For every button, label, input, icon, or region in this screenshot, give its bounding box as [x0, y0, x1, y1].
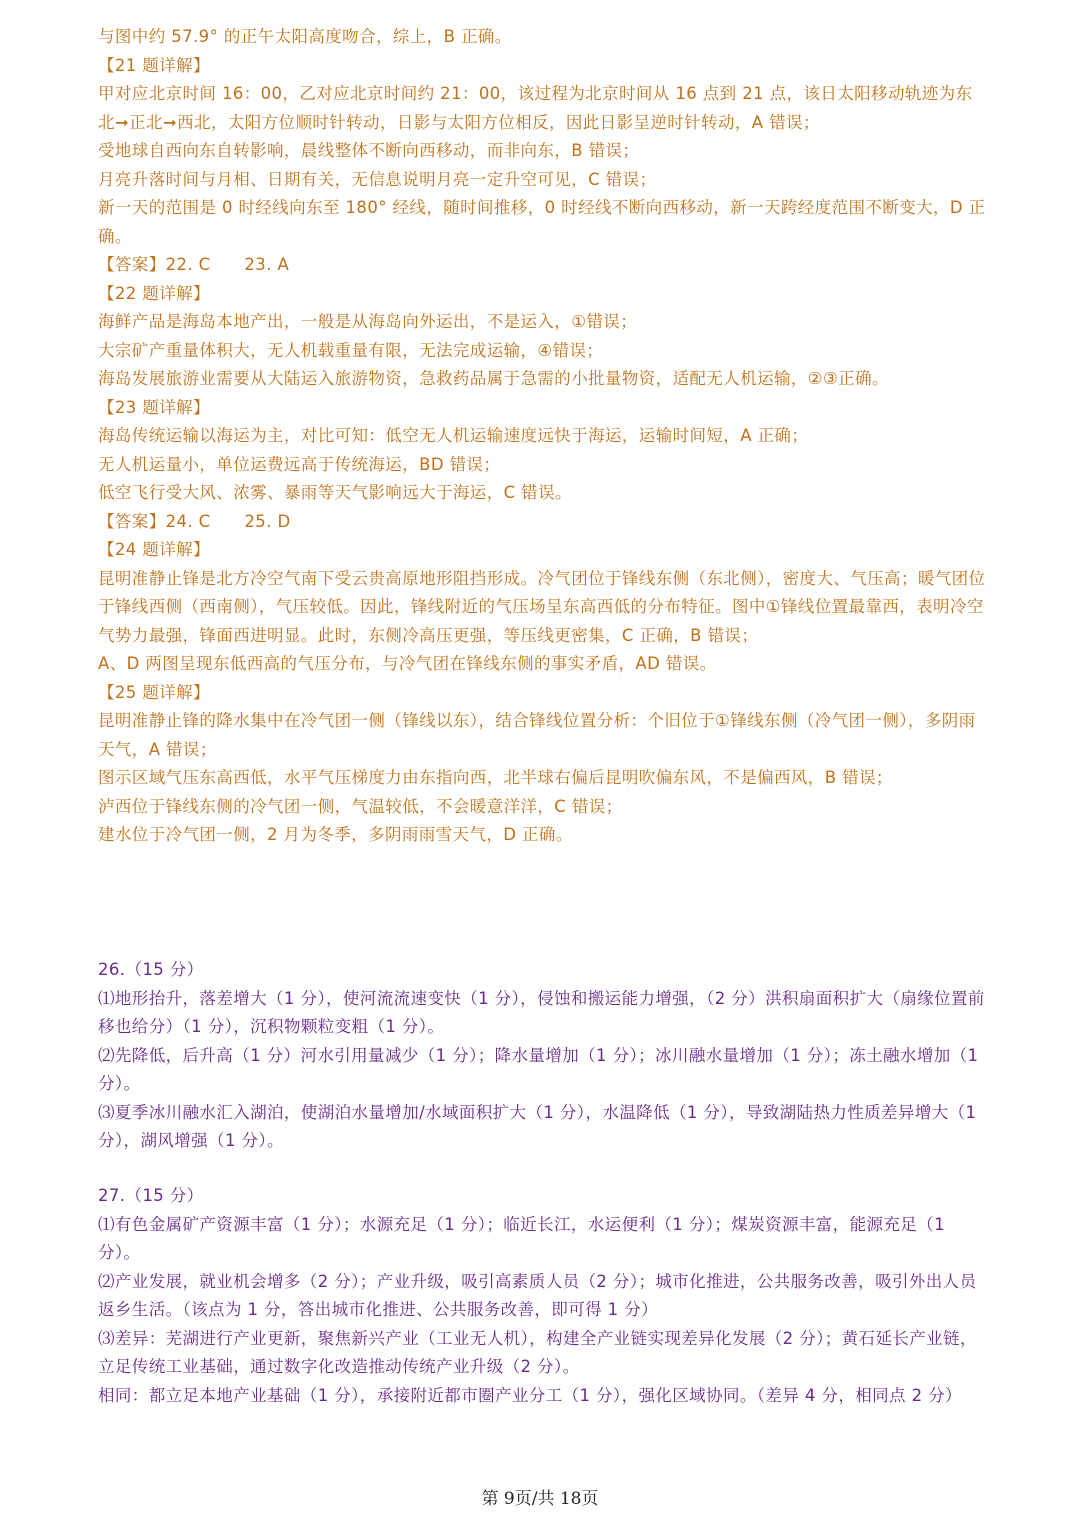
text-line: 甲对应北京时间 16：00，乙对应北京时间约 21：00，该过程为北京时间从 16 点到 21 点，该日太阳移动轨迹为东北➞正北➞西北，太阳方位顺时针转动，日影与太阳方位相反，因此日影呈逆时针转动，A 错误； — [98, 84, 973, 132]
text-line: 图示区域气压东高西低，水平气压梯度力由东指向西，北半球右偏后昆明吹偏东风，不是偏西风，B 错误； — [98, 768, 893, 787]
answer-line: 【答案】24. C 25. D — [98, 511, 291, 531]
answer-explanations-21-25 — [98, 23, 988, 850]
question-26-answer — [98, 956, 988, 1156]
answer-part: ⑴地形抬升，落差增大（1 分），使河流流速变快（1 分），侵蚀和搬运能力增强，（2 分）洪积扇面积扩大（扇缘位置前移也给分）（1 分），沉积物颗粒变粗（1 分）。 — [98, 988, 985, 1036]
text-line: 建水位于冷气团一侧，2 月为冬季，多阴雨雨雪天气，D 正确。 — [98, 825, 573, 844]
text-line: 泸西位于锋线东侧的冷气团一侧，气温较低，不会暖意洋洋，C 错误； — [98, 796, 623, 816]
section-heading: 【25 题详解】 — [98, 682, 210, 702]
page-number-footer: 第 9页/共 18页 — [481, 1489, 599, 1509]
answer-part: ⑵产业发展，就业机会增多（2 分）；产业升级，吸引高素质人员（2 分）；城市化推进，公共服务改善，吸引外出人员返乡生活。（该点为 1 分，答出城市化推进、公共服务改善，即可得 1 分） — [98, 1271, 977, 1319]
answer-part: ⑶差异：芜湖进行产业更新，聚焦新兴产业（工业无人机），构建全产业链实现差异化发展（2 分）；黄石延长产业链，立足传统工业基础，通过数字化改造推动传统产业升级（2 分）。 — [98, 1328, 977, 1376]
question-heading: 26.（15 分） — [98, 960, 204, 979]
answer-part: ⑶夏季冰川融水汇入湖泊，使湖泊水量增加/水域面积扩大（1 分），水温降低（1 分），导致湖陆热力性质差异增大（1 分），湖风增强（1 分）。 — [98, 1102, 977, 1150]
section-heading: 【23 题详解】 — [98, 397, 210, 417]
text-line: 与图中约 57.9° 的正午太阳高度吻合，综上，B 正确。 — [98, 27, 512, 46]
answer-part: 相同：都立足本地产业基础（1 分），承接附近都市圈产业分工（1 分），强化区域协同。（差异 4 分，相同点 2 分） — [98, 1385, 962, 1405]
text-line: 昆明准静止锋的降水集中在冷气团一侧（锋线以东），结合锋线位置分析：个旧位于①锋线东侧（冷气团一侧），多阴雨天气，A 错误； — [98, 711, 976, 759]
answer-line: 【答案】22. C 23. A — [98, 255, 290, 274]
question-27-answer — [98, 1182, 988, 1410]
answer-part: ⑵先降低，后升高（1 分）河水引用量减少（1 分）；降水量增加（1 分）；冰川融水量增加（1 分）；冻土融水增加（1 分）。 — [98, 1045, 979, 1093]
question-heading: 27.（15 分） — [98, 1186, 204, 1205]
text-line: 月亮升落时间与月相、日期有关，无信息说明月亮一定升空可见，C 错误； — [98, 169, 657, 189]
answer-part: ⑴有色金属矿产资源丰富（1 分）；水源充足（1 分）；临近长江，水运便利（1 分）；煤炭资源丰富，能源充足（1 分）。 — [98, 1214, 945, 1262]
section-heading: 【24 题详解】 — [98, 540, 210, 559]
text-line: 海岛传统运输以海运为主，对比可知：低空无人机运输速度远快于海运，运输时间短，A 正确； — [98, 426, 809, 445]
text-line: 无人机运量小，单位运费远高于传统海运，BD 错误； — [98, 454, 501, 474]
text-line: 低空飞行受大风、浓雾、暴雨等天气影响远大于海运，C 错误。 — [98, 483, 572, 502]
text-line: 新一天的范围是 0 时经线向东至 180° 经线，随时间推移，0 时经线不断向西移动，新一天跨经度范围不断变大，D 正确。 — [98, 198, 986, 246]
section-heading: 【22 题详解】 — [98, 283, 210, 303]
text-line: 昆明准静止锋是北方冷空气南下受云贵高原地形阻挡形成。冷气团位于锋线东侧（东北侧），密度大、气压高；暖气团位于锋线西侧（西南侧），气压较低。因此，锋线附近的气压场呈东高西低的分布特征。图中①锋线位置最靠西，表明冷空气势力最强，锋面西进明显。此时，东侧冷高压更强，等压线更密集，C 正确，B 错误； — [98, 568, 986, 645]
section-heading: 【21 题详解】 — [98, 55, 210, 75]
text-line: 海岛发展旅游业需要从大陆运入旅游物资，急救药品属于急需的小批量物资，适配无人机运输，②③正确。 — [98, 369, 889, 388]
text-line: 海鲜产品是海岛本地产出，一般是从海岛向外运出，不是运入，①错误； — [98, 312, 638, 331]
text-line: A、D 两图呈现东低西高的气压分布，与冷气团在锋线东侧的事实矛盾，AD 错误。 — [98, 654, 717, 673]
text-line: 受地球自西向东自转影响，晨线整体不断向西移动，而非向东，B 错误； — [98, 141, 640, 160]
text-line: 大宗矿产重量体积大，无人机载重量有限，无法完成运输，④错误； — [98, 340, 604, 360]
